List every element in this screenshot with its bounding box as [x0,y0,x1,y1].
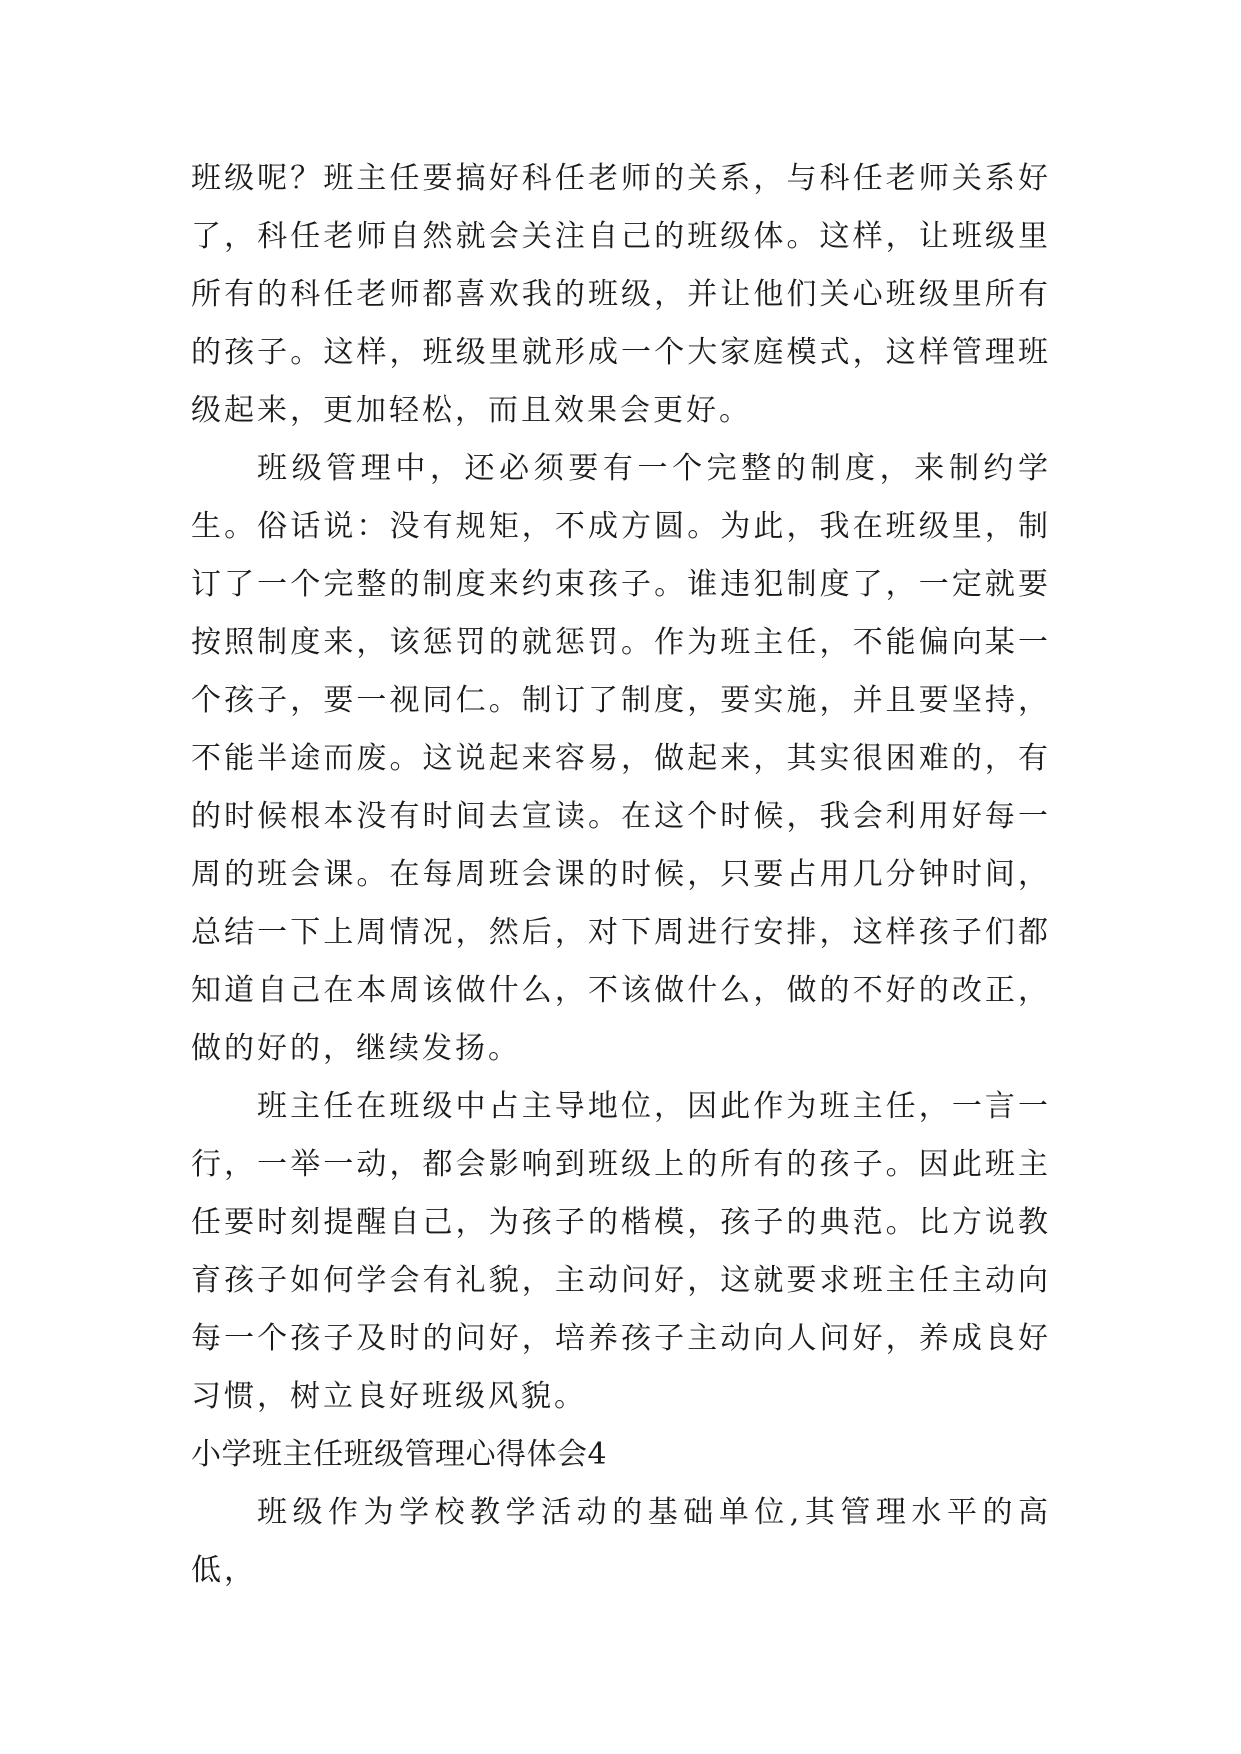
section-heading: 小学班主任班级管理心得体会4 [191,1437,608,1472]
paragraph-4: 班级作为学校教学活动的基础单位,其管理水平的高低， [191,1495,1051,1588]
paragraph-3: 班主任在班级中占主导地位，因此作为班主任，一言一行，一举一动，都会影响到班级上的所有的孩子。因此班主任要时刻提醒自己，为孩子的楷模，孩子的典范。比方说教育孩子如何学会有礼貌，主动问好，这就要求班主任主动向每一个孩子及时的问好，培养孩子主动向人问好，养成良好习惯，树立良好班级风貌。 [191,1089,1051,1414]
paragraph-2: 班级管理中，还必须要有一个完整的制度，来制约学生。俗话说：没有规矩，不成方圆。为此，我在班级里，制订了一个完整的制度来约束孩子。谁违犯制度了，一定就要按照制度来，该惩罚的就惩罚。作为班主任，不能偏向某一个孩子，要一视同仁。制订了制度，要实施，并且要坚持，不能半途而废。这说起来容易，做起来，其实很困难的，有的时候根本没有时间去宣读。在这个时候，我会利用好每一周的班会课。在每周班会课的时候，只要占用几分钟时间，总结一下上周情况，然后，对下周进行安排，这样孩子们都知道自己在本周该做什么，不该做什么，做的不好的改正，做的好的，继续发扬。 [191,451,1051,1066]
document-body [191,150,1051,1600]
paragraph-1: 班级呢？班主任要搞好科任老师的关系，与科任老师关系好了，科任老师自然就会关注自己的班级体。这样，让班级里所有的科任老师都喜欢我的班级，并让他们关心班级里所有的孩子。这样，班级里就形成一个大家庭模式，这样管理班级起来，更加轻松，而且效果会更好。 [191,161,1051,428]
